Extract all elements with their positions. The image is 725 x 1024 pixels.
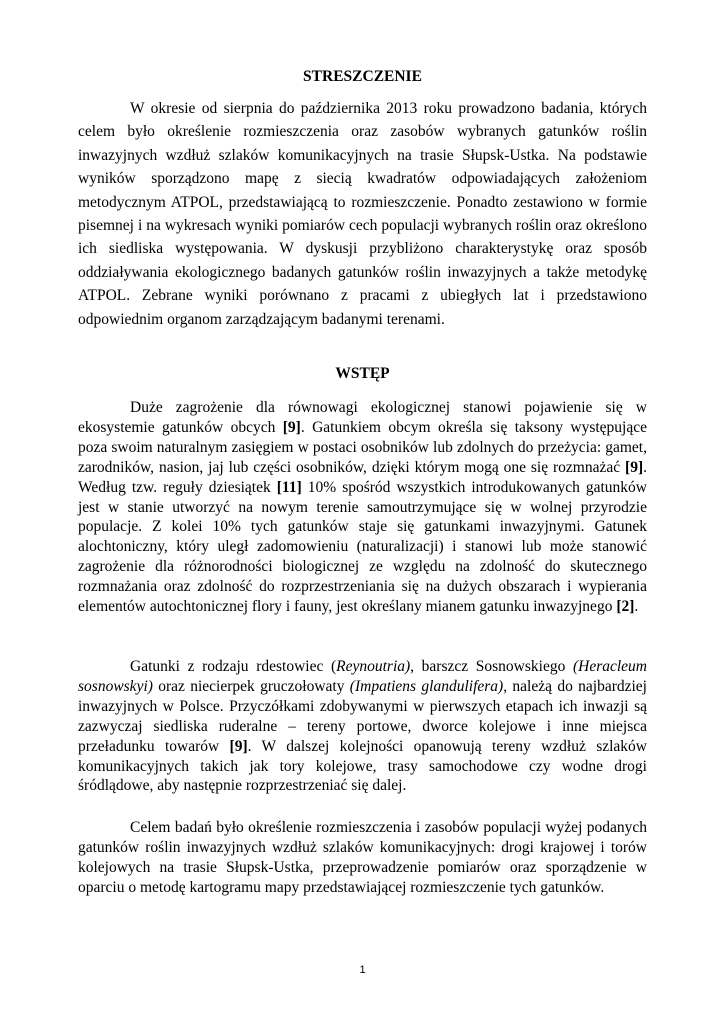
intro-heading: WSTĘP (335, 365, 390, 382)
abstract-heading: STRESZCZENIE (303, 68, 422, 85)
species-name: (Heracleum sosnowskyi) (78, 658, 647, 695)
species-name: Reynoutria) (336, 658, 411, 675)
citation: [2] (616, 598, 635, 616)
citation: [9] (625, 458, 644, 476)
page-number: 1 (359, 964, 366, 976)
citation: [9] (229, 737, 248, 755)
species-name: (Impatiens glandulifera) (349, 677, 504, 695)
intro-paragraph-3: Celem badań było określenie rozmieszczenia i zasobów populacji wyżej podanych gatunków roślin inwazyjnych wzdłuż szlaków komunikacyjnych: drogi krajowej i torów kolejowych na trasie Słupsk-Ustka, przeprowadzenie pomiarów oraz sporządzenie w oparciu o metodę kartogramu mapy przedstawiającej rozmieszczenie tych gatunków. (78, 819, 647, 896)
abstract-paragraph: W okresie od sierpnia do października 2013 roku prowadzono badania, których celem było określenie rozmieszczenia oraz zasobów wybranych gatunków roślin inwazyjnych wzdłuż szlaków komunikacyjnych na trasie Słupsk-Ustka. Na podstawie wyników sporządzono mapę z siecią kwadratów odpowiadających założeniom metodycznym ATPOL, przedstawiającą to rozmieszczenie. Ponadto zestawiono w formie pisemnej i na wykresach wyniki pomiarów cech populacji wybranych roślin oraz określono ich siedliska występowania. W dyskusji przybliżono charakterystykę oraz sposób oddziaływania ekologicznego badanych gatunków roślin inwazyjnych a także metodykę ATPOL. Zebrane wyniki porównano z pracami z ubiegłych lat i przedstawiono odpowiednim organom zarządzającym badanymi terenami. (78, 100, 647, 328)
intro-paragraph-1: Duże zagrożenie dla równowagi ekologicznej stanowi pojawienie się w ekosystemie gatunków obcych [9]. Gatunkiem obcym określa się taksony występujące poza swoim naturalnym zasięgiem w postaci osobników lub zdolnych do przeżycia: gamet, zarodników, nasion, jaj lub części osobników, dzięki którym mogą one się rozmnażać [9]. Według tzw. reguły dziesiątek [11] 10% spośród wszystkich introdukowanych gatunków jest w stanie utworzyć na nowym terenie samoutrzymujące się w wolnej przyrodzie populacje. Z kolei 10% tych gatunków staje się gatunkami inwazyjnymi. Gatunek alochtoniczny, który uległ zadomowieniu (naturalizacji) i stanowi lub może stanowić zagrożenie dla różnorodności biologicznej ze względu na zdolność do skutecznego rozmnażania oraz zdolność do rozprzestrzeniania się na dużych obszarach i wypierania elementów autochtonicznej flory i fauny, jest określany mianem gatunku inwazyjnego [2]. (78, 399, 648, 616)
intro-paragraph-2: Gatunki z rodzaju rdestowiec (Reynoutria), barszcz Sosnowskiego (Heracleum sosnowskyi) oraz niecierpek gruczołowaty (Impatiens glandulifera), należą do najbardziej inwazyjnych w Polsce. Przyczółkami zdobywanymi w pierwszych etapach ich inwazji są zazwyczaj siedliska ruderalne – tereny portowe, dworce kolejowe i inne miejsca przeładunku towarów [9]. W dalszej kolejności opanowują tereny wzdłuż szlaków komunikacyjnych takich jak tory kolejowe, trasy samochodowe czy wodne drogi śródlądowe, aby następnie rozprzestrzeniać się dalej. (78, 658, 647, 795)
citation: [11] (276, 478, 302, 496)
citation: [9] (282, 418, 301, 436)
